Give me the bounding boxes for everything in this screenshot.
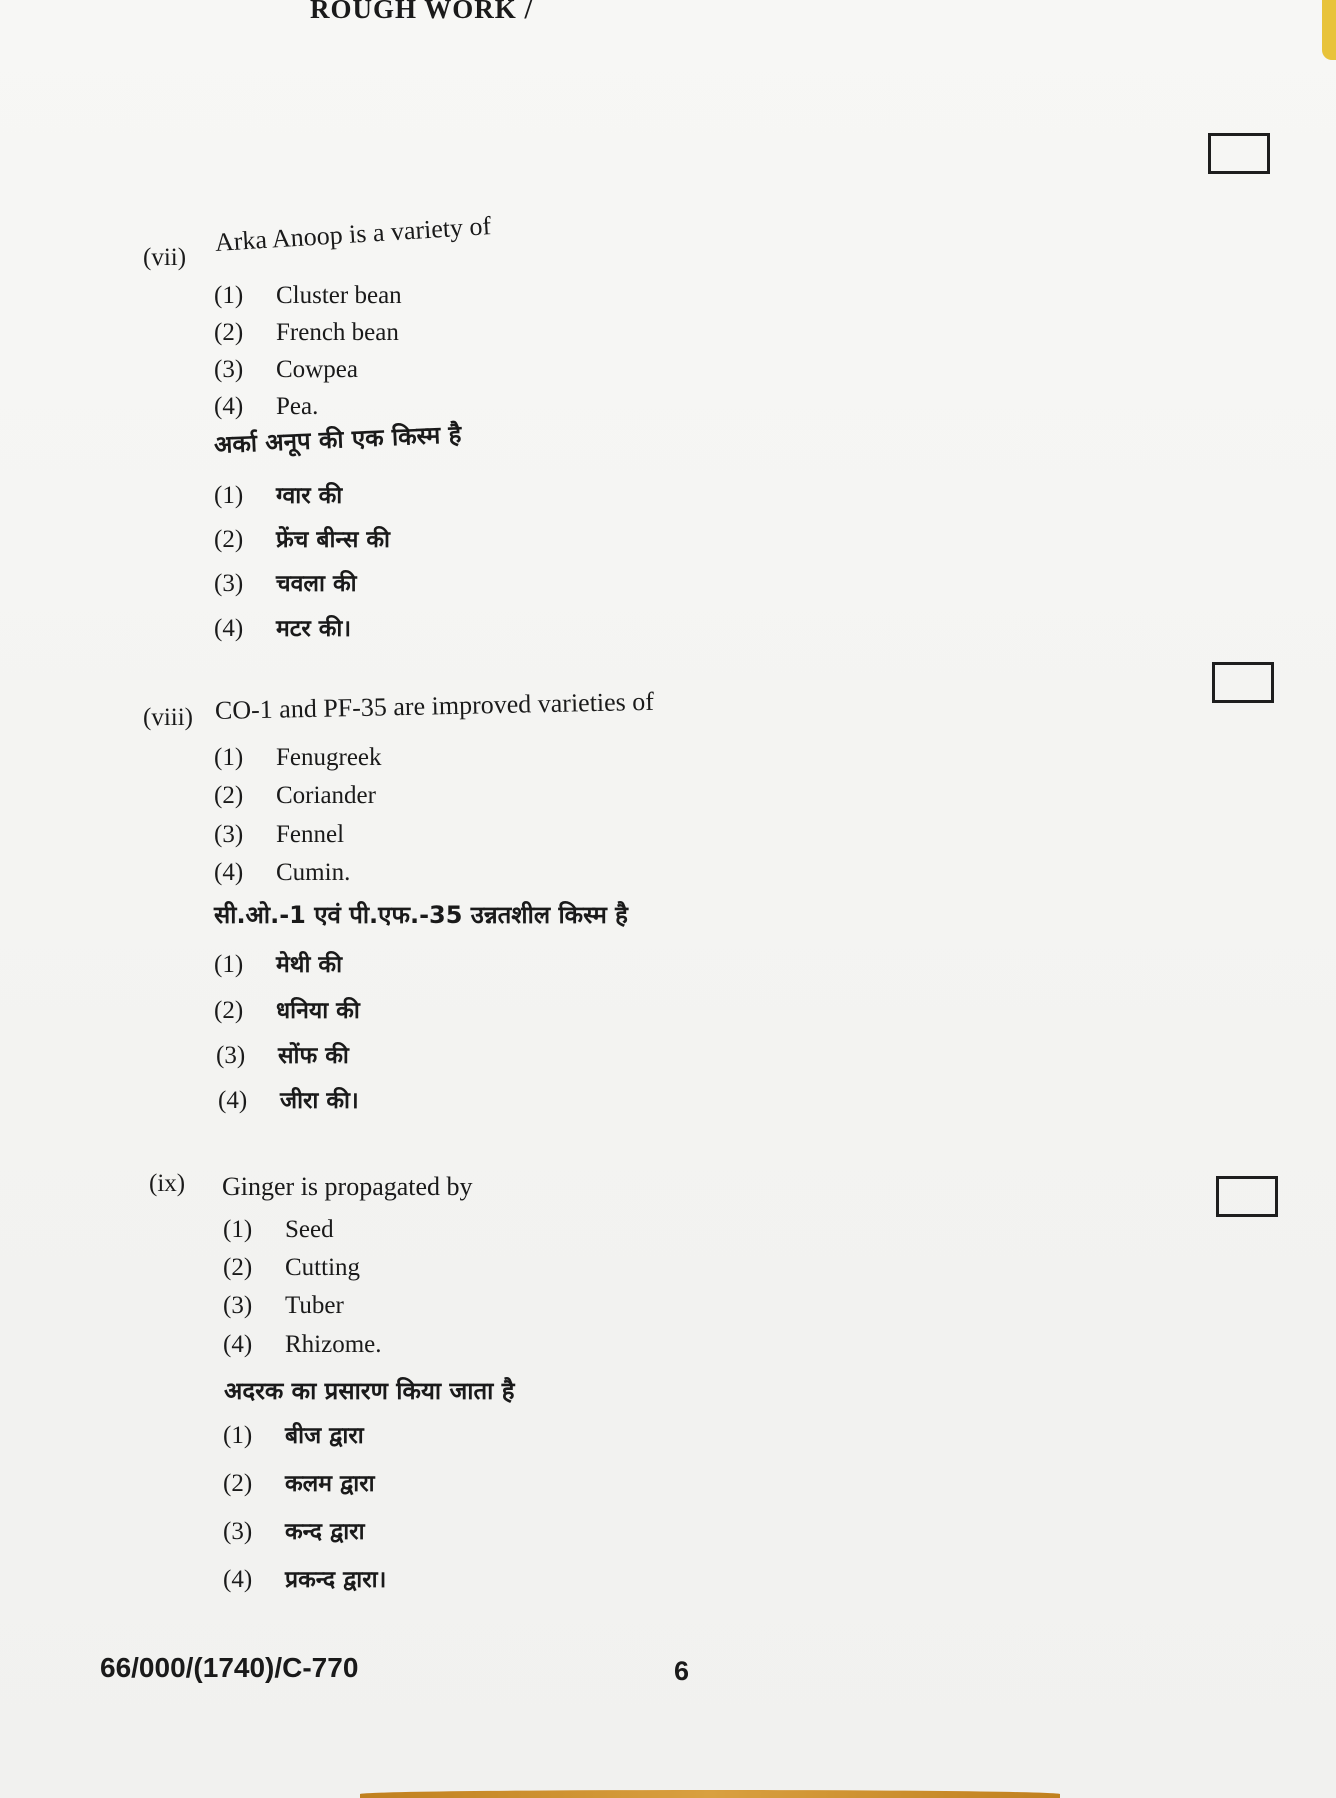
option-number: (4) xyxy=(214,393,244,420)
option-en-4 xyxy=(214,393,318,421)
option-hi-3 xyxy=(223,1514,365,1546)
option-number: (2) xyxy=(214,997,244,1024)
option-text: Fennel xyxy=(276,821,345,848)
rough-work-header: ROUGH WORK / xyxy=(310,0,534,24)
option-text: कलम द्वारा xyxy=(285,1471,375,1497)
answer-box-viii[interactable] xyxy=(1212,662,1274,703)
option-hi-2 xyxy=(223,1466,375,1498)
option-number: (1) xyxy=(214,744,244,771)
option-text: Cowpea xyxy=(276,356,358,383)
option-text: प्रकन्द द्वारा। xyxy=(285,1567,387,1593)
page-edge-mark xyxy=(1322,0,1336,60)
question-stem-en: Ginger is propagated by xyxy=(222,1172,473,1201)
option-en-2 xyxy=(223,1254,360,1282)
answer-box-ix[interactable] xyxy=(1216,1176,1278,1217)
question-number: (viii) xyxy=(143,704,193,731)
option-hi-2 xyxy=(214,522,390,554)
option-text: Tuber xyxy=(285,1292,344,1319)
option-number: (1) xyxy=(223,1422,253,1449)
paper-code: 66/000/(1740)/C-770 xyxy=(100,1652,359,1683)
option-number: (2) xyxy=(214,319,244,346)
option-text: कन्द द्वारा xyxy=(285,1519,365,1545)
option-text: Pea. xyxy=(276,393,319,420)
option-text: बीज द्वारा xyxy=(285,1423,364,1449)
option-number: (4) xyxy=(218,1087,248,1114)
question-stem-en: CO-1 and PF-35 are improved varieties of xyxy=(214,686,655,725)
option-hi-3 xyxy=(216,1038,349,1070)
option-number: (1) xyxy=(214,951,244,978)
option-text: मटर की। xyxy=(276,616,352,642)
option-en-4 xyxy=(214,859,350,887)
option-en-2 xyxy=(214,319,399,347)
option-number: (2) xyxy=(223,1254,253,1281)
option-text: Seed xyxy=(285,1216,334,1243)
option-text: मेथी की xyxy=(276,952,343,978)
option-text: चवला की xyxy=(276,571,357,597)
option-text: Rhizome. xyxy=(285,1331,382,1358)
answer-box-vii[interactable] xyxy=(1208,133,1270,174)
option-number: (3) xyxy=(216,1042,246,1069)
option-number: (4) xyxy=(214,859,244,886)
option-hi-4 xyxy=(223,1562,386,1594)
question-stem-hi: अर्का अनूप की एक किस्म है xyxy=(213,420,462,459)
option-hi-4 xyxy=(214,611,351,643)
option-text: फ्रेंच बीन्स की xyxy=(276,527,391,553)
option-number: (2) xyxy=(223,1470,253,1497)
option-text: Fenugreek xyxy=(276,744,382,771)
option-number: (4) xyxy=(223,1566,253,1593)
page-bottom-edge xyxy=(360,1790,1060,1798)
option-hi-1 xyxy=(223,1418,364,1450)
option-en-2 xyxy=(214,782,376,810)
option-number: (3) xyxy=(223,1518,253,1545)
option-number: (4) xyxy=(223,1331,253,1358)
option-number: (3) xyxy=(214,570,244,597)
page-number: 6 xyxy=(674,1656,690,1686)
option-text: ग्वार की xyxy=(276,483,343,509)
option-text: सोंफ की xyxy=(278,1043,349,1069)
option-number: (2) xyxy=(214,526,244,553)
option-hi-1 xyxy=(214,478,342,510)
option-en-1 xyxy=(223,1216,334,1244)
option-number: (1) xyxy=(214,482,244,509)
option-number: (3) xyxy=(223,1292,253,1319)
option-text: धनिया की xyxy=(276,998,360,1024)
option-text: जीरा की। xyxy=(280,1088,359,1114)
option-text: Cumin. xyxy=(276,859,351,886)
option-hi-2 xyxy=(214,993,360,1025)
question-number: (ix) xyxy=(149,1170,186,1197)
question-number: (vii) xyxy=(143,244,187,271)
option-text: French bean xyxy=(276,319,399,346)
option-en-3 xyxy=(214,356,358,384)
option-hi-3 xyxy=(214,566,357,598)
question-stem-en: Arka Anoop is a variety of xyxy=(214,211,492,257)
option-hi-1 xyxy=(214,947,342,979)
option-number: (4) xyxy=(214,615,244,642)
option-number: (1) xyxy=(214,282,244,309)
option-en-3 xyxy=(223,1292,344,1320)
option-en-1 xyxy=(214,282,402,310)
option-en-1 xyxy=(214,744,382,772)
option-text: Coriander xyxy=(276,782,376,809)
option-number: (1) xyxy=(223,1216,253,1243)
option-en-4 xyxy=(223,1331,382,1359)
option-hi-4 xyxy=(218,1083,359,1115)
option-number: (3) xyxy=(214,821,244,848)
option-number: (2) xyxy=(214,782,244,809)
question-stem-hi: सी.ओ.-1 एवं पी.एफ.-35 उन्नतशील किस्म है xyxy=(214,901,628,929)
option-number: (3) xyxy=(214,356,244,383)
option-en-3 xyxy=(214,821,344,849)
option-text: Cutting xyxy=(285,1254,361,1281)
option-text: Cluster bean xyxy=(276,282,402,309)
question-stem-hi: अदरक का प्रसारण किया जाता है xyxy=(224,1377,515,1405)
